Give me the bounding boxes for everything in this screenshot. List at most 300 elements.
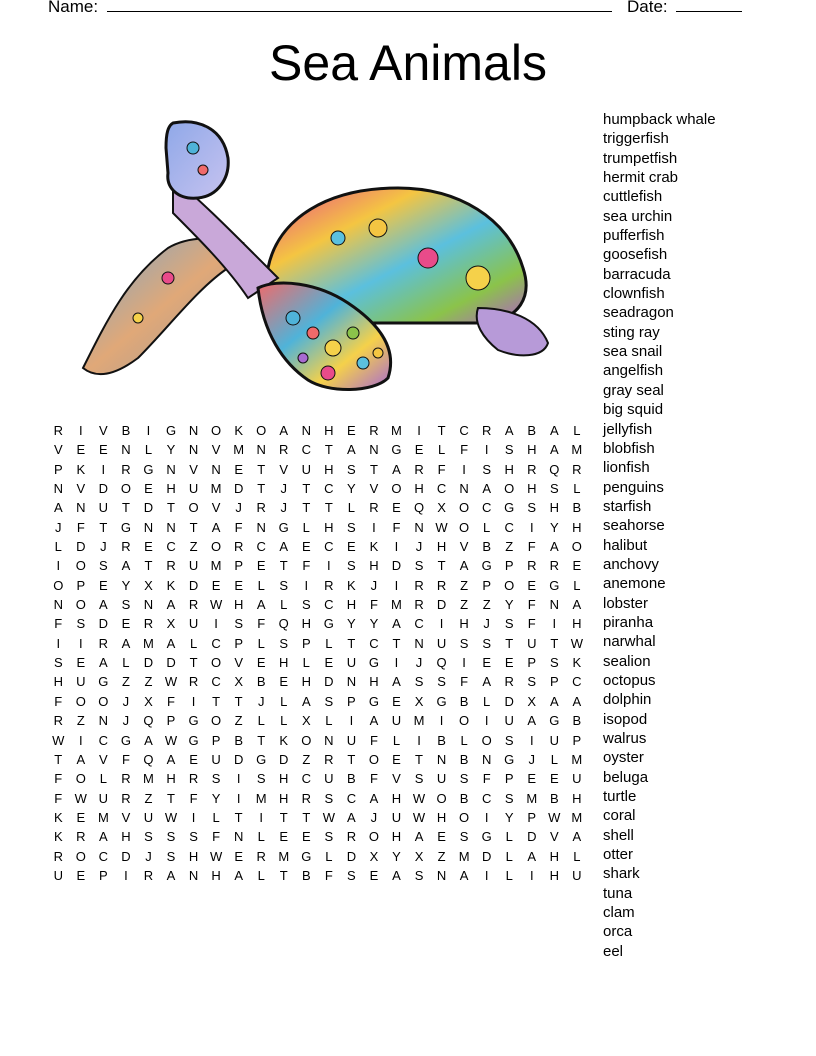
grid-letter[interactable]: C bbox=[324, 481, 334, 497]
grid-letter[interactable]: I bbox=[439, 616, 444, 632]
grid-letter[interactable]: L bbox=[573, 423, 581, 438]
grid-letter[interactable]: A bbox=[527, 713, 537, 729]
grid-letter[interactable]: G bbox=[323, 616, 334, 632]
grid-letter[interactable]: Q bbox=[278, 616, 289, 632]
grid-letter[interactable]: P bbox=[504, 771, 514, 787]
grid-letter[interactable]: I bbox=[124, 867, 128, 883]
grid-letter[interactable]: L bbox=[347, 500, 355, 516]
grid-letter[interactable]: E bbox=[99, 442, 108, 458]
grid-letter[interactable]: T bbox=[121, 500, 130, 516]
grid-letter[interactable]: V bbox=[99, 423, 108, 438]
grid-letter[interactable]: A bbox=[392, 461, 401, 477]
grid-letter[interactable]: N bbox=[53, 597, 63, 613]
grid-letter[interactable]: J bbox=[415, 655, 423, 671]
grid-letter[interactable]: I bbox=[552, 616, 557, 632]
grid-letter[interactable]: S bbox=[504, 732, 514, 748]
grid-letter[interactable]: Y bbox=[504, 597, 514, 613]
grid-letter[interactable]: G bbox=[436, 693, 447, 709]
grid-letter[interactable]: Q bbox=[413, 500, 425, 516]
grid-letter[interactable]: R bbox=[549, 558, 559, 574]
grid-letter[interactable]: L bbox=[483, 519, 491, 535]
grid-letter[interactable]: O bbox=[459, 713, 470, 729]
grid-letter[interactable]: H bbox=[369, 674, 379, 690]
grid-letter[interactable]: C bbox=[346, 790, 357, 806]
grid-letter[interactable]: H bbox=[324, 423, 334, 438]
grid-letter[interactable]: A bbox=[166, 635, 176, 651]
grid-letter[interactable]: H bbox=[414, 481, 424, 497]
grid-letter[interactable]: U bbox=[98, 790, 109, 806]
grid-letter[interactable]: H bbox=[436, 539, 447, 555]
grid-letter[interactable]: K bbox=[53, 829, 63, 845]
grid-letter[interactable]: A bbox=[482, 674, 491, 690]
grid-letter[interactable]: F bbox=[460, 674, 469, 690]
grid-letter[interactable]: K bbox=[53, 809, 63, 825]
grid-letter[interactable]: N bbox=[233, 829, 244, 845]
grid-letter[interactable]: Z bbox=[437, 848, 446, 864]
grid-letter[interactable]: F bbox=[369, 771, 378, 787]
grid-letter[interactable]: C bbox=[414, 616, 424, 632]
grid-letter[interactable]: T bbox=[302, 500, 311, 516]
grid-letter[interactable]: H bbox=[279, 790, 289, 806]
grid-letter[interactable]: A bbox=[482, 481, 491, 497]
grid-letter[interactable]: T bbox=[167, 500, 175, 516]
grid-letter[interactable]: R bbox=[324, 577, 334, 593]
grid-letter[interactable]: F bbox=[234, 519, 243, 535]
grid-letter[interactable]: R bbox=[53, 423, 63, 438]
grid-letter[interactable]: Y bbox=[369, 616, 379, 632]
grid-letter[interactable]: X bbox=[369, 848, 379, 864]
grid-letter[interactable]: B bbox=[459, 693, 469, 709]
grid-letter[interactable]: R bbox=[143, 616, 154, 632]
grid-letter[interactable]: U bbox=[391, 809, 402, 825]
grid-letter[interactable]: D bbox=[346, 848, 357, 864]
grid-letter[interactable]: L bbox=[392, 732, 401, 748]
grid-letter[interactable]: C bbox=[504, 519, 514, 535]
grid-letter[interactable]: D bbox=[98, 616, 109, 632]
grid-letter[interactable]: G bbox=[188, 713, 199, 729]
grid-letter[interactable]: J bbox=[280, 481, 287, 497]
grid-letter[interactable]: K bbox=[369, 539, 379, 555]
grid-letter[interactable]: V bbox=[279, 461, 289, 477]
grid-letter[interactable]: H bbox=[527, 481, 537, 497]
grid-letter[interactable]: N bbox=[414, 635, 424, 651]
grid-letter[interactable]: T bbox=[144, 558, 153, 574]
grid-letter[interactable]: E bbox=[279, 829, 289, 845]
grid-letter[interactable]: J bbox=[100, 539, 107, 555]
grid-letter[interactable]: Z bbox=[144, 790, 153, 806]
grid-letter[interactable]: V bbox=[392, 771, 401, 787]
grid-letter[interactable]: S bbox=[144, 829, 153, 845]
grid-letter[interactable]: G bbox=[504, 751, 515, 767]
grid-letter[interactable]: O bbox=[188, 500, 199, 516]
grid-letter[interactable]: F bbox=[257, 616, 266, 632]
grid-letter[interactable]: U bbox=[188, 616, 199, 632]
grid-letter[interactable]: D bbox=[481, 848, 492, 864]
grid-letter[interactable]: F bbox=[527, 597, 536, 613]
grid-letter[interactable]: K bbox=[234, 423, 243, 438]
grid-letter[interactable]: E bbox=[392, 693, 401, 709]
grid-letter[interactable]: U bbox=[346, 732, 357, 748]
grid-letter[interactable]: U bbox=[98, 500, 109, 516]
grid-letter[interactable]: U bbox=[527, 635, 537, 651]
grid-letter[interactable]: F bbox=[369, 597, 378, 613]
grid-letter[interactable]: A bbox=[572, 597, 582, 613]
grid-letter[interactable]: O bbox=[256, 423, 267, 438]
grid-letter[interactable]: A bbox=[256, 597, 266, 613]
grid-letter[interactable]: L bbox=[257, 713, 265, 729]
grid-letter[interactable]: E bbox=[234, 848, 243, 864]
grid-letter[interactable]: I bbox=[372, 519, 376, 535]
grid-letter[interactable]: O bbox=[98, 693, 109, 709]
grid-letter[interactable]: P bbox=[301, 635, 311, 651]
grid-letter[interactable]: U bbox=[143, 809, 154, 825]
grid-letter[interactable]: A bbox=[549, 693, 559, 709]
grid-letter[interactable]: A bbox=[392, 867, 401, 883]
grid-letter[interactable]: R bbox=[256, 848, 266, 864]
grid-letter[interactable]: E bbox=[347, 539, 356, 555]
grid-letter[interactable]: G bbox=[165, 423, 177, 438]
grid-letter[interactable]: U bbox=[188, 481, 199, 497]
grid-letter[interactable]: N bbox=[53, 481, 63, 497]
grid-letter[interactable]: H bbox=[369, 558, 379, 574]
grid-letter[interactable]: L bbox=[54, 539, 62, 555]
grid-letter[interactable]: N bbox=[436, 867, 447, 883]
grid-letter[interactable]: U bbox=[549, 732, 559, 748]
grid-letter[interactable]: Y bbox=[504, 809, 514, 825]
grid-letter[interactable]: F bbox=[527, 539, 536, 555]
grid-letter[interactable]: M bbox=[278, 848, 290, 864]
grid-letter[interactable]: T bbox=[279, 867, 288, 883]
grid-letter[interactable]: A bbox=[121, 558, 131, 574]
grid-letter[interactable]: P bbox=[549, 674, 559, 690]
grid-letter[interactable]: F bbox=[302, 558, 311, 574]
grid-letter[interactable]: T bbox=[99, 519, 108, 535]
grid-letter[interactable]: E bbox=[527, 771, 537, 787]
grid-letter[interactable]: H bbox=[391, 829, 402, 845]
grid-letter[interactable]: A bbox=[347, 442, 356, 458]
grid-letter[interactable]: V bbox=[234, 655, 243, 671]
grid-letter[interactable]: J bbox=[528, 751, 535, 767]
grid-letter[interactable]: I bbox=[101, 461, 106, 477]
grid-letter[interactable]: Y bbox=[166, 442, 176, 458]
grid-letter[interactable]: N bbox=[98, 713, 109, 729]
grid-letter[interactable]: N bbox=[188, 423, 199, 438]
grid-letter[interactable]: L bbox=[437, 442, 446, 458]
grid-letter[interactable]: E bbox=[144, 539, 153, 555]
grid-letter[interactable]: H bbox=[459, 616, 469, 632]
grid-letter[interactable]: H bbox=[188, 848, 199, 864]
grid-letter[interactable]: F bbox=[482, 771, 491, 787]
grid-letter[interactable]: H bbox=[166, 481, 176, 497]
grid-letter[interactable]: A bbox=[459, 558, 469, 574]
grid-letter[interactable]: W bbox=[209, 597, 223, 613]
grid-letter[interactable]: X bbox=[414, 848, 424, 864]
grid-letter[interactable]: S bbox=[459, 829, 469, 845]
grid-letter[interactable]: R bbox=[53, 848, 63, 864]
grid-letter[interactable]: J bbox=[257, 693, 265, 709]
grid-letter[interactable]: E bbox=[549, 771, 559, 787]
grid-letter[interactable]: I bbox=[462, 655, 466, 671]
grid-letter[interactable]: A bbox=[166, 751, 176, 767]
grid-letter[interactable]: S bbox=[76, 616, 86, 632]
grid-letter[interactable]: T bbox=[392, 635, 401, 651]
grid-letter[interactable]: R bbox=[369, 500, 379, 516]
grid-letter[interactable]: A bbox=[459, 867, 469, 883]
grid-letter[interactable]: A bbox=[549, 442, 559, 458]
grid-letter[interactable]: G bbox=[256, 751, 267, 767]
grid-letter[interactable]: G bbox=[120, 519, 131, 535]
grid-letter[interactable]: L bbox=[189, 635, 198, 651]
grid-letter[interactable]: C bbox=[572, 674, 582, 690]
grid-letter[interactable]: Z bbox=[144, 674, 153, 690]
grid-letter[interactable]: T bbox=[257, 481, 266, 497]
grid-letter[interactable]: E bbox=[144, 481, 153, 497]
grid-letter[interactable]: Z bbox=[121, 674, 130, 690]
grid-letter[interactable]: S bbox=[504, 442, 514, 458]
grid-letter[interactable]: X bbox=[144, 693, 153, 709]
grid-letter[interactable]: I bbox=[191, 693, 196, 709]
grid-letter[interactable]: A bbox=[369, 713, 379, 729]
grid-letter[interactable]: A bbox=[414, 829, 424, 845]
grid-letter[interactable]: H bbox=[211, 867, 221, 883]
grid-letter[interactable]: B bbox=[234, 732, 243, 748]
grid-letter[interactable]: U bbox=[346, 655, 357, 671]
grid-letter[interactable]: I bbox=[191, 809, 196, 825]
grid-letter[interactable]: Z bbox=[505, 539, 514, 555]
grid-letter[interactable]: I bbox=[484, 713, 489, 729]
grid-letter[interactable]: V bbox=[121, 809, 131, 825]
grid-letter[interactable]: N bbox=[188, 867, 199, 883]
grid-letter[interactable]: T bbox=[437, 558, 446, 574]
grid-letter[interactable]: R bbox=[121, 771, 131, 787]
grid-letter[interactable]: C bbox=[481, 790, 492, 806]
grid-letter[interactable]: M bbox=[210, 558, 222, 574]
grid-letter[interactable]: G bbox=[120, 732, 131, 748]
grid-letter[interactable]: N bbox=[549, 597, 559, 613]
grid-letter[interactable]: E bbox=[392, 500, 401, 516]
grid-letter[interactable]: E bbox=[234, 461, 243, 477]
grid-letter[interactable]: C bbox=[369, 635, 379, 651]
grid-letter[interactable]: H bbox=[121, 829, 131, 845]
grid-letter[interactable]: S bbox=[166, 848, 176, 864]
grid-letter[interactable]: B bbox=[549, 790, 559, 806]
grid-letter[interactable]: N bbox=[143, 519, 154, 535]
grid-letter[interactable]: A bbox=[166, 867, 176, 883]
grid-letter[interactable]: M bbox=[571, 809, 583, 825]
grid-letter[interactable]: W bbox=[570, 635, 583, 651]
grid-letter[interactable]: G bbox=[143, 461, 154, 477]
grid-letter[interactable]: H bbox=[279, 655, 289, 671]
grid-letter[interactable]: M bbox=[526, 790, 538, 806]
grid-letter[interactable]: S bbox=[527, 674, 537, 690]
date-field[interactable] bbox=[627, 0, 742, 17]
grid-letter[interactable]: X bbox=[301, 713, 311, 729]
grid-letter[interactable]: H bbox=[549, 500, 559, 516]
grid-letter[interactable]: E bbox=[211, 577, 221, 593]
grid-letter[interactable]: P bbox=[76, 577, 86, 593]
grid-letter[interactable]: J bbox=[235, 500, 242, 516]
grid-letter[interactable]: N bbox=[121, 442, 131, 458]
grid-letter[interactable]: O bbox=[120, 481, 131, 497]
grid-letter[interactable]: X bbox=[166, 616, 176, 632]
grid-letter[interactable]: M bbox=[391, 597, 402, 613]
grid-letter[interactable]: Y bbox=[211, 790, 221, 806]
grid-letter[interactable]: L bbox=[325, 713, 333, 729]
grid-letter[interactable]: E bbox=[324, 655, 334, 671]
grid-letter[interactable]: E bbox=[256, 655, 266, 671]
grid-letter[interactable]: E bbox=[527, 577, 537, 593]
grid-letter[interactable]: W bbox=[548, 809, 561, 825]
grid-letter[interactable]: S bbox=[301, 597, 311, 613]
grid-letter[interactable]: I bbox=[56, 635, 61, 651]
grid-letter[interactable]: J bbox=[280, 500, 287, 516]
grid-letter[interactable]: I bbox=[529, 519, 534, 535]
grid-letter[interactable]: I bbox=[439, 713, 444, 729]
grid-letter[interactable]: B bbox=[482, 539, 491, 555]
grid-letter[interactable]: H bbox=[391, 790, 402, 806]
grid-letter[interactable]: R bbox=[414, 461, 424, 477]
grid-letter[interactable]: O bbox=[75, 597, 86, 613]
grid-letter[interactable]: A bbox=[166, 597, 176, 613]
grid-letter[interactable]: T bbox=[302, 481, 311, 497]
grid-letter[interactable]: M bbox=[210, 481, 222, 497]
grid-letter[interactable]: S bbox=[234, 616, 243, 632]
grid-letter[interactable]: R bbox=[279, 442, 289, 458]
grid-letter[interactable]: R bbox=[301, 790, 311, 806]
grid-letter[interactable]: R bbox=[504, 674, 514, 690]
grid-letter[interactable]: V bbox=[369, 481, 379, 497]
grid-letter[interactable]: S bbox=[549, 481, 559, 497]
grid-letter[interactable]: B bbox=[437, 732, 446, 748]
grid-letter[interactable]: T bbox=[347, 635, 356, 651]
grid-letter[interactable]: V bbox=[76, 481, 86, 497]
grid-letter[interactable]: A bbox=[99, 655, 108, 671]
grid-letter[interactable]: G bbox=[368, 655, 379, 671]
grid-letter[interactable]: A bbox=[572, 829, 582, 845]
grid-letter[interactable]: G bbox=[278, 519, 289, 535]
grid-letter[interactable]: R bbox=[121, 461, 131, 477]
grid-letter[interactable]: G bbox=[549, 577, 560, 593]
grid-letter[interactable]: T bbox=[279, 809, 288, 825]
grid-letter[interactable]: B bbox=[301, 867, 311, 883]
grid-letter[interactable]: N bbox=[211, 461, 221, 477]
grid-letter[interactable]: A bbox=[527, 848, 537, 864]
grid-letter[interactable]: S bbox=[437, 674, 446, 690]
grid-letter[interactable]: S bbox=[347, 519, 356, 535]
grid-letter[interactable]: U bbox=[211, 751, 221, 767]
grid-letter[interactable]: W bbox=[164, 809, 178, 825]
grid-letter[interactable]: A bbox=[211, 519, 221, 535]
grid-letter[interactable]: T bbox=[212, 693, 221, 709]
grid-letter[interactable]: Z bbox=[189, 539, 198, 555]
grid-letter[interactable]: Q bbox=[549, 461, 560, 477]
grid-letter[interactable]: M bbox=[143, 771, 154, 787]
grid-letter[interactable]: O bbox=[504, 577, 515, 593]
grid-letter[interactable]: S bbox=[414, 558, 424, 574]
grid-letter[interactable]: S bbox=[211, 771, 221, 787]
grid-letter[interactable]: V bbox=[189, 461, 198, 477]
grid-letter[interactable]: S bbox=[347, 558, 356, 574]
grid-letter[interactable]: U bbox=[53, 867, 63, 883]
grid-letter[interactable]: L bbox=[280, 713, 288, 729]
grid-letter[interactable]: T bbox=[234, 693, 243, 709]
grid-letter[interactable]: S bbox=[99, 558, 108, 574]
grid-letter[interactable]: F bbox=[54, 790, 63, 806]
grid-letter[interactable]: N bbox=[369, 442, 379, 458]
grid-letter[interactable]: C bbox=[301, 771, 311, 787]
grid-letter[interactable]: R bbox=[188, 674, 199, 690]
grid-letter[interactable]: P bbox=[211, 732, 221, 748]
grid-letter[interactable]: U bbox=[76, 674, 86, 690]
grid-letter[interactable]: R bbox=[414, 577, 424, 593]
grid-letter[interactable]: E bbox=[76, 809, 86, 825]
grid-letter[interactable]: O bbox=[459, 809, 470, 825]
grid-letter[interactable]: K bbox=[76, 461, 86, 477]
grid-letter[interactable]: U bbox=[391, 713, 402, 729]
grid-letter[interactable]: Y bbox=[347, 481, 356, 497]
grid-letter[interactable]: W bbox=[412, 790, 426, 806]
grid-letter[interactable]: V bbox=[549, 829, 559, 845]
grid-letter[interactable]: T bbox=[302, 809, 311, 825]
grid-letter[interactable]: T bbox=[324, 500, 333, 516]
grid-letter[interactable]: D bbox=[143, 500, 154, 516]
grid-letter[interactable]: D bbox=[324, 674, 334, 690]
grid-letter[interactable]: U bbox=[436, 771, 447, 787]
grid-letter[interactable]: W bbox=[412, 809, 426, 825]
grid-letter[interactable]: J bbox=[415, 539, 423, 555]
grid-letter[interactable]: E bbox=[121, 616, 131, 632]
grid-letter[interactable]: G bbox=[504, 500, 515, 516]
grid-letter[interactable]: F bbox=[54, 616, 63, 632]
grid-letter[interactable]: R bbox=[188, 597, 199, 613]
grid-letter[interactable]: A bbox=[279, 423, 289, 438]
grid-letter[interactable]: E bbox=[279, 674, 289, 690]
grid-letter[interactable]: U bbox=[436, 635, 447, 651]
grid-letter[interactable]: N bbox=[301, 423, 311, 438]
grid-letter[interactable]: B bbox=[459, 751, 469, 767]
grid-letter[interactable]: R bbox=[76, 829, 86, 845]
grid-letter[interactable]: I bbox=[214, 616, 218, 632]
grid-letter[interactable]: Q bbox=[143, 713, 154, 729]
grid-letter[interactable]: R bbox=[324, 751, 334, 767]
grid-letter[interactable]: W bbox=[435, 519, 448, 535]
grid-letter[interactable]: P bbox=[166, 713, 176, 729]
grid-letter[interactable]: E bbox=[504, 655, 514, 671]
grid-letter[interactable]: N bbox=[143, 597, 154, 613]
grid-letter[interactable]: C bbox=[98, 848, 109, 864]
grid-letter[interactable]: S bbox=[256, 771, 266, 787]
grid-letter[interactable]: H bbox=[324, 461, 334, 477]
grid-letter[interactable]: H bbox=[53, 674, 63, 690]
grid-letter[interactable]: J bbox=[483, 616, 490, 632]
grid-letter[interactable]: V bbox=[211, 442, 221, 458]
grid-letter[interactable]: S bbox=[549, 655, 559, 671]
grid-letter[interactable]: B bbox=[121, 423, 131, 438]
grid-letter[interactable]: W bbox=[322, 809, 335, 825]
grid-letter[interactable]: I bbox=[394, 539, 399, 555]
grid-letter[interactable]: M bbox=[97, 809, 109, 825]
grid-letter[interactable]: M bbox=[391, 423, 402, 438]
grid-letter[interactable]: D bbox=[143, 655, 154, 671]
grid-letter[interactable]: A bbox=[121, 635, 131, 651]
grid-letter[interactable]: Y bbox=[392, 848, 401, 864]
grid-letter[interactable]: L bbox=[573, 848, 581, 864]
grid-letter[interactable]: D bbox=[504, 693, 514, 709]
grid-letter[interactable]: S bbox=[504, 790, 514, 806]
grid-letter[interactable]: L bbox=[257, 577, 265, 593]
grid-letter[interactable]: H bbox=[527, 442, 537, 458]
grid-letter[interactable]: I bbox=[236, 771, 241, 787]
